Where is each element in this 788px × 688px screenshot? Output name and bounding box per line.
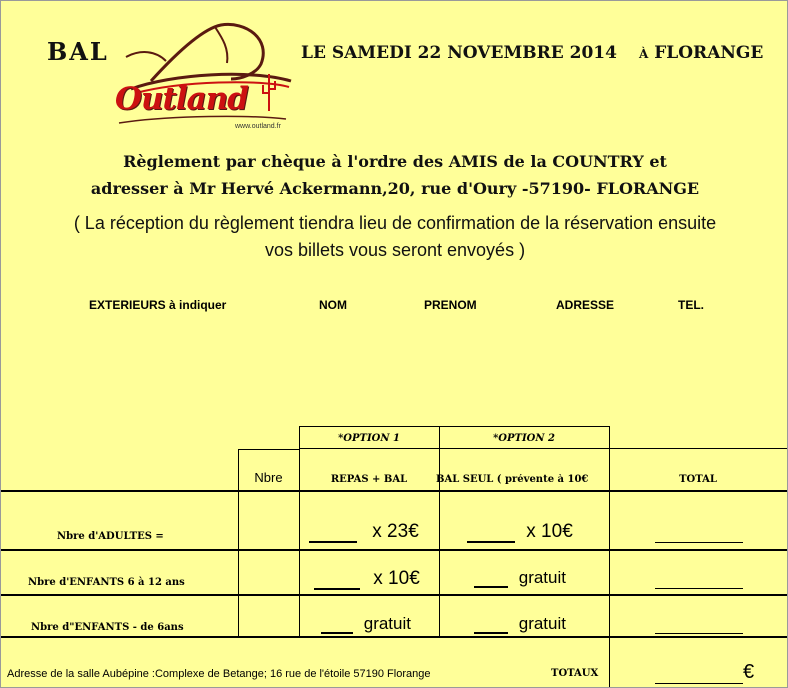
row-adults-label: Nbre d'ADULTES = <box>57 531 164 542</box>
col-exterieurs: EXTERIEURS à indiquer <box>89 298 227 312</box>
event-date: LE SAMEDI 22 NOVEMBRE 2014 <box>301 43 617 63</box>
toddlers-opt1-blank[interactable] <box>321 631 353 634</box>
row-toddlers-label: Nbre d"ENFANTS - de 6ans <box>31 622 184 633</box>
children-opt2-blank[interactable] <box>474 585 508 588</box>
col-tel: TEL. <box>678 298 704 312</box>
adults-opt2-blank[interactable] <box>467 540 515 543</box>
option2-label: BAL SEUL ( prévente à 10€ <box>436 474 589 485</box>
col-prenom: PRENOM <box>424 298 477 312</box>
col-nom: NOM <box>319 298 347 312</box>
outland-logo <box>111 19 311 134</box>
payment-line-1: Règlement par chèque à l'ordre des AMIS de la COUNTRY et <box>123 152 667 171</box>
adults-opt1-blank[interactable] <box>309 540 357 543</box>
total-header: TOTAL <box>679 474 717 485</box>
notice-line-2: vos billets vous seront envoyés ) <box>264 240 526 260</box>
col-adresse: ADRESSE <box>556 298 615 312</box>
children-opt1-blank[interactable] <box>314 587 360 590</box>
bal-title: BAL <box>47 37 109 66</box>
option2-title: *OPTION 2 <box>493 433 555 444</box>
row-children-label: Nbre d'ENFANTS 6 à 12 ans <box>28 577 185 588</box>
nbre-header: Nbre <box>254 470 283 485</box>
children-total-blank[interactable] <box>655 588 743 589</box>
totaux-blank[interactable] <box>655 683 743 684</box>
event-place: à FLORANGE <box>639 43 764 63</box>
venue-address: Adresse de la salle Aubépine :Complexe de Betange; 16 rue de l'étoile 57190 Florange <box>7 668 431 680</box>
logo-url: www.outland.fr <box>235 123 281 130</box>
logo-wordmark: Outland <box>115 81 248 117</box>
payment-line-2: adresser à Mr Hervé Ackermann,20, rue d'Oury -57190- FLORANGE <box>90 179 700 198</box>
row-children-opt1[interactable]: x 10€ <box>314 568 420 590</box>
totaux-label: TOTAUX <box>551 668 599 679</box>
row-adults-opt2[interactable]: x 10€ <box>467 521 573 543</box>
toddlers-opt2-blank[interactable] <box>474 631 508 634</box>
notice-line-1: ( La réception du règlement tiendra lieu de confirmation de la réservation ensuite <box>73 213 717 233</box>
row-children-opt2[interactable]: gratuit <box>474 568 566 588</box>
row-adults-opt1[interactable]: x 23€ <box>309 521 419 543</box>
adults-total-blank[interactable] <box>655 542 743 543</box>
row-toddlers-opt2[interactable]: gratuit <box>474 614 566 634</box>
euro-sign: € <box>743 661 755 683</box>
option1-title: *OPTION 1 <box>338 433 400 444</box>
toddlers-total-blank[interactable] <box>655 633 743 634</box>
option1-label: REPAS + BAL <box>330 474 408 485</box>
row-toddlers-opt1[interactable]: gratuit <box>321 614 411 634</box>
